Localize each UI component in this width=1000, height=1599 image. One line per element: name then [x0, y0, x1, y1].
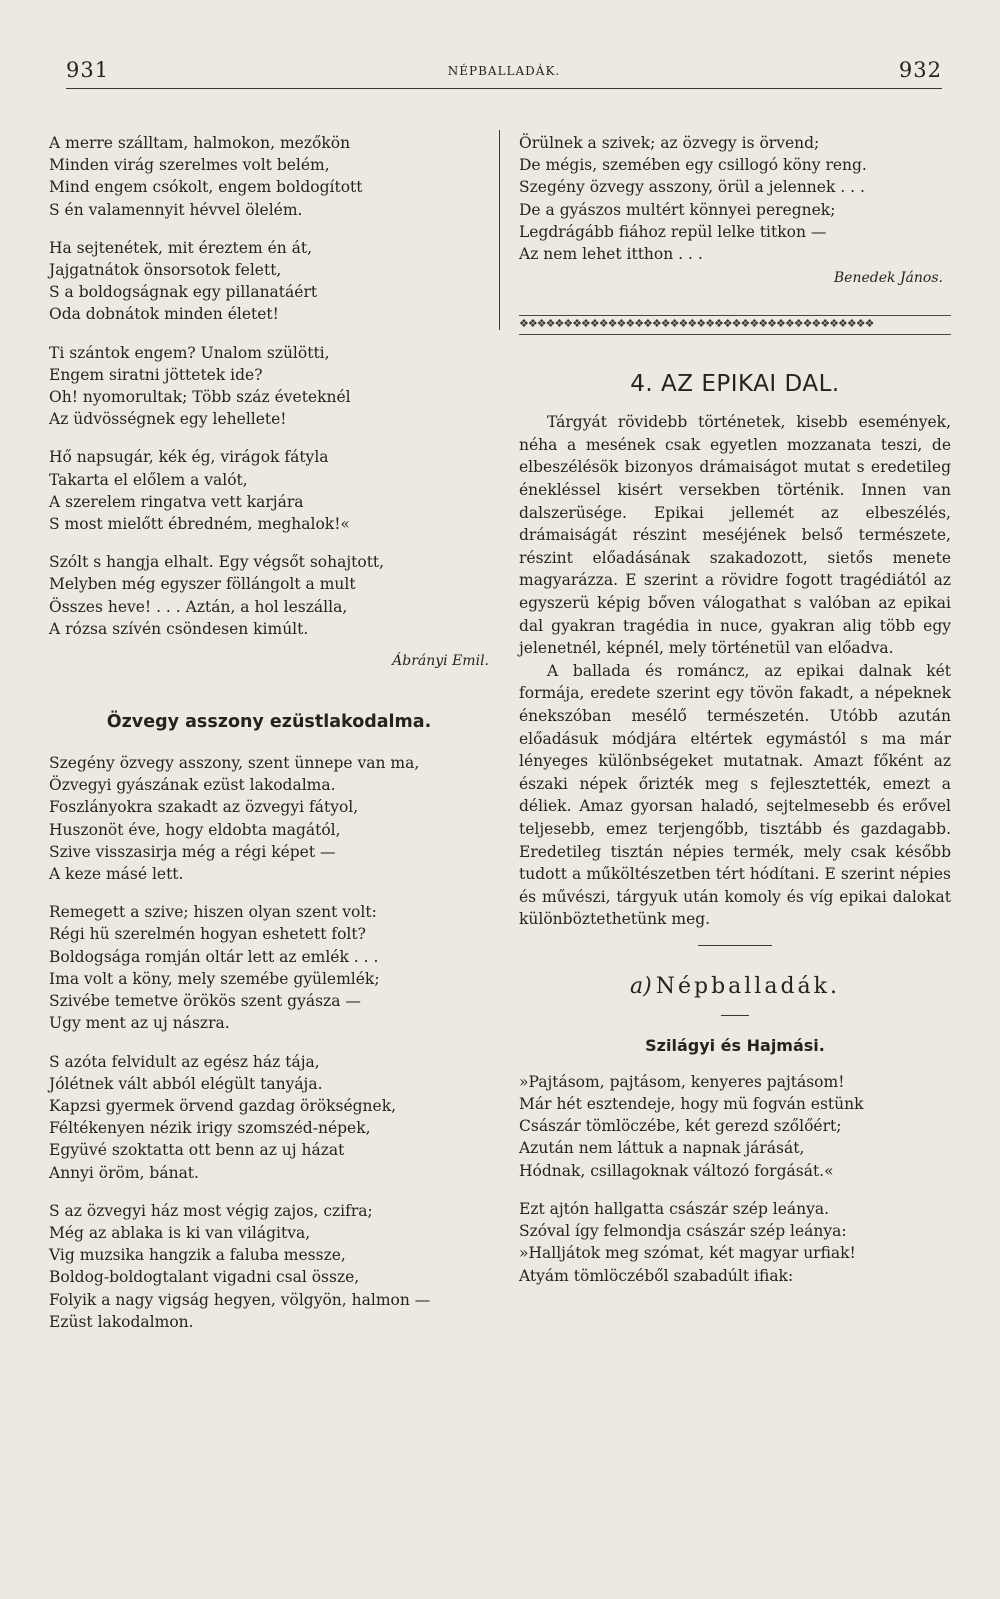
verse-line: Atyám tömlöczéből szabadúlt ifiak: — [519, 1266, 794, 1285]
poem-stanzas-ozvegy — [49, 752, 489, 1333]
page-header — [66, 58, 942, 89]
verse-line: S a boldogságnak egy pillanatáért — [49, 283, 318, 302]
verse-line: Boldog-boldogtalant vigadni csal össze, — [49, 1268, 360, 1287]
verse-line: Összes heve! . . . Aztán, a hol leszálla, — [49, 597, 348, 616]
verse-line: Huszonöt éve, hogy eldobta magától, — [49, 820, 341, 839]
stanza — [49, 752, 489, 885]
verse-line: De mégis, szemében egy csillogó köny reng. — [519, 156, 867, 175]
section-title: 4. AZ EPIKAI DAL. — [630, 371, 840, 398]
verse-line: S most mielőtt ébredném, meghalok!« — [49, 515, 350, 534]
ornamental-rule: ❖❖❖❖❖❖❖❖❖❖❖❖❖❖❖❖❖❖❖❖❖❖❖❖❖❖❖❖❖❖❖❖❖❖❖❖❖❖❖❖ — [519, 315, 951, 335]
poem-title: Özvegy asszony ezüstlakodalma. — [106, 712, 432, 733]
verse-line: Jólétnek vált abból elégült tanyája. — [49, 1074, 323, 1093]
verse-line: Engem siratni jöttetek ide? — [49, 365, 263, 384]
left-page-number: 931 — [66, 58, 110, 82]
column-divider — [499, 130, 500, 330]
verse-line: Ezt ajtón hallgatta császár szép leánya. — [519, 1199, 830, 1218]
verse-line: Szegény özvegy asszony, örül a jelennek . . . — [519, 178, 865, 197]
verse-line: Hő napsugár, kék ég, virágok fátyla — [49, 448, 329, 467]
verse-line: Vig muzsika hangzik a faluba messze, — [49, 1246, 346, 1265]
verse-line: Már hét esztendeje, hogy mü fogván estünk — [519, 1095, 864, 1114]
verse-line: Az nem lehet itthon . . . — [519, 245, 703, 264]
verse-line: Szive visszasirja még a régi képet — — [49, 842, 336, 861]
verse-line: Oda dobnátok minden életet! — [49, 305, 279, 324]
verse-line: De a gyászos multért könnyei peregnek; — [519, 200, 836, 219]
body-paragraph: Tárgyát rövidebb történetek, kisebb események, néha a mesének csak egyetlen mozzanata teszi, de elbeszélésök bizonyos drámaiságot mutat s eredetileg énekléssel kisért versekben történik. Innen van dalszerüsége. Epikai jellemét az elbeszélés, drámaiságát részint meséjének belső természete, részint előadásának szakadozott, sietős menete magyarázza. E szerint a rövidre fogott tragédiától az egyszerü képig bőven válogathat s valóban az epikai dal gyakran tragédia in nuce, gyakran alig több egy jelenetnél, képnél, mely történetül van előadva. — [519, 413, 951, 658]
stanza — [49, 342, 489, 431]
stanza — [519, 1198, 951, 1287]
stanza — [49, 1051, 489, 1184]
verse-line: A merre szálltam, halmokon, mezőkön — [49, 134, 351, 152]
signature-abranyi: Ábrányi Emil. — [392, 653, 489, 670]
verse-line: Császár tömlöczébe, két gerezd szőlőért; — [519, 1117, 842, 1136]
subsection-title — [519, 974, 951, 999]
section-rule — [698, 945, 772, 946]
subsection-prefix: a) — [630, 973, 652, 999]
verse-line: Még az ablaka is ki van világitva, — [49, 1223, 311, 1242]
verse-line: Féltékenyen nézik irigy szomszéd-népek, — [49, 1119, 371, 1138]
verse-line: Az üdvösségnek egy lehellete! — [49, 410, 287, 429]
verse-line: Kapzsi gyermek örvend gazdag örökségnek, — [49, 1096, 397, 1115]
stanza — [49, 237, 489, 326]
verse-line: A rózsa szívén csöndesen kimúlt. — [49, 619, 309, 638]
verse-line: Szóval így felmondja császár szép leánya: — [519, 1222, 847, 1241]
verse-line: Örülnek a szivek; az özvegy is örvend; — [519, 134, 820, 152]
verse-line: S az özvegyi ház most végig zajos, czifra; — [49, 1201, 373, 1220]
ballad-stanzas — [519, 1071, 951, 1287]
verse-line: Melyben még egyszer föllángolt a mult — [49, 575, 356, 594]
verse-line: Hódnak, csillagoknak változó forgását.« — [519, 1161, 834, 1180]
verse-line: Ha sejtenétek, mit éreztem én át, — [49, 238, 313, 257]
verse-line: Szegény özvegy asszony, szent ünnepe van ma, — [49, 754, 420, 773]
verse-line: Boldogsága romján oltár lett az emlék . . . — [49, 947, 379, 966]
stanza — [49, 132, 489, 221]
verse-line: Minden virág szerelmes volt belém, — [49, 156, 330, 175]
signature-benedek: Benedek János. — [833, 270, 943, 287]
verse-line: S én valamennyit hévvel ölelém. — [49, 200, 303, 219]
verse-line: »Pajtásom, pajtásom, kenyeres pajtásom! — [519, 1072, 845, 1091]
verse-line: Ti szántok engem? Unalom szülötti, — [49, 343, 330, 362]
verse-line: Özvegyi gyászának ezüst lakodalma. — [49, 776, 336, 795]
verse-line: Mind engem csókolt, engem boldogított — [49, 178, 363, 197]
verse-line: Legdrágább fiához repül lelke titkon — — [519, 222, 827, 241]
verse-line: Azután nem láttuk a napnak járását, — [519, 1139, 805, 1158]
subsection-rule — [721, 1015, 749, 1016]
verse-line: Jajgatnátok önsorsotok felett, — [49, 261, 282, 280]
stanza — [49, 901, 489, 1034]
right-column — [519, 132, 951, 1303]
verse-line: Szólt s hangja elhalt. Egy végsőt sohajtott, — [49, 553, 385, 572]
verse-line: Ima volt a köny, mely szemébe gyülemlék; — [49, 969, 380, 988]
verse-line: A szerelem ringatva vett karjára — [49, 492, 304, 511]
verse-line: »Halljátok meg szómat, két magyar urfiak! — [519, 1244, 856, 1263]
verse-line: Régi hü szerelmén hogyan eshetett folt? — [49, 925, 366, 944]
stanza — [49, 551, 489, 640]
verse-line: Együvé szoktatta ott benn az uj házat — [49, 1141, 345, 1160]
stanza — [519, 132, 951, 265]
stanza — [519, 1071, 951, 1182]
stanza — [49, 446, 489, 535]
verse-line: A keze másé lett. — [49, 865, 184, 884]
poem-stanzas-top — [49, 132, 489, 640]
verse-line: Oh! nyomorultak; Több száz éveteknél — [49, 388, 351, 407]
right-page-number: 932 — [898, 58, 942, 82]
verse-line: Ezüst lakodalmon. — [49, 1312, 194, 1331]
verse-line: Ugy ment az uj nászra. — [49, 1014, 230, 1033]
ballad-title: Szilágyi és Hajmási. — [645, 1035, 825, 1055]
verse-line: Folyik a nagy vigság hegyen, völgyön, halmon — — [49, 1290, 431, 1309]
verse-line: S azóta felvidult az egész ház tája, — [49, 1052, 320, 1071]
stanza — [49, 1200, 489, 1333]
body-paragraph: A ballada és románcz, az epikai dalnak két formája, eredete szerint egy tövön fakadt, a népeknek énekszóban mesélő természetén. Utóbb azután előadásuk módjára eltértek egymástól s ma már lényeges különbségeket mutatnak. Amazt főként az északi népek őrizték meg s fejlesztették, emezt a déliek. Amaz gyorsan haladó, sejtelmesebb és erővel teljesebb, emez terjengőbb, tisztább és gazdagabb. Eredetileg tisztán népies termék, mely csak később tudott a műköltészetben tért hódítani. E szerint népies és művészi, tárgyuk után komoly és víg epikai dalokat különböztethetünk meg. — [519, 661, 951, 929]
verse-line: Takarta el előlem a valót, — [49, 470, 248, 489]
verse-line: Remegett a szive; hiszen olyan szent volt: — [49, 903, 377, 922]
subsection-title-text: Népballadák. — [655, 973, 840, 999]
verse-line: Annyi öröm, bánat. — [49, 1163, 199, 1182]
verse-line: Szivébe temetve örökös szent gyásza — — [49, 992, 361, 1011]
running-title: NÉPBALLADÁK. — [447, 64, 561, 78]
left-column — [49, 132, 489, 1349]
verse-line: Foszlányokra szakadt az özvegyi fátyol, — [49, 798, 359, 817]
poem-stanza-continued — [519, 132, 951, 265]
section-body — [519, 411, 951, 931]
